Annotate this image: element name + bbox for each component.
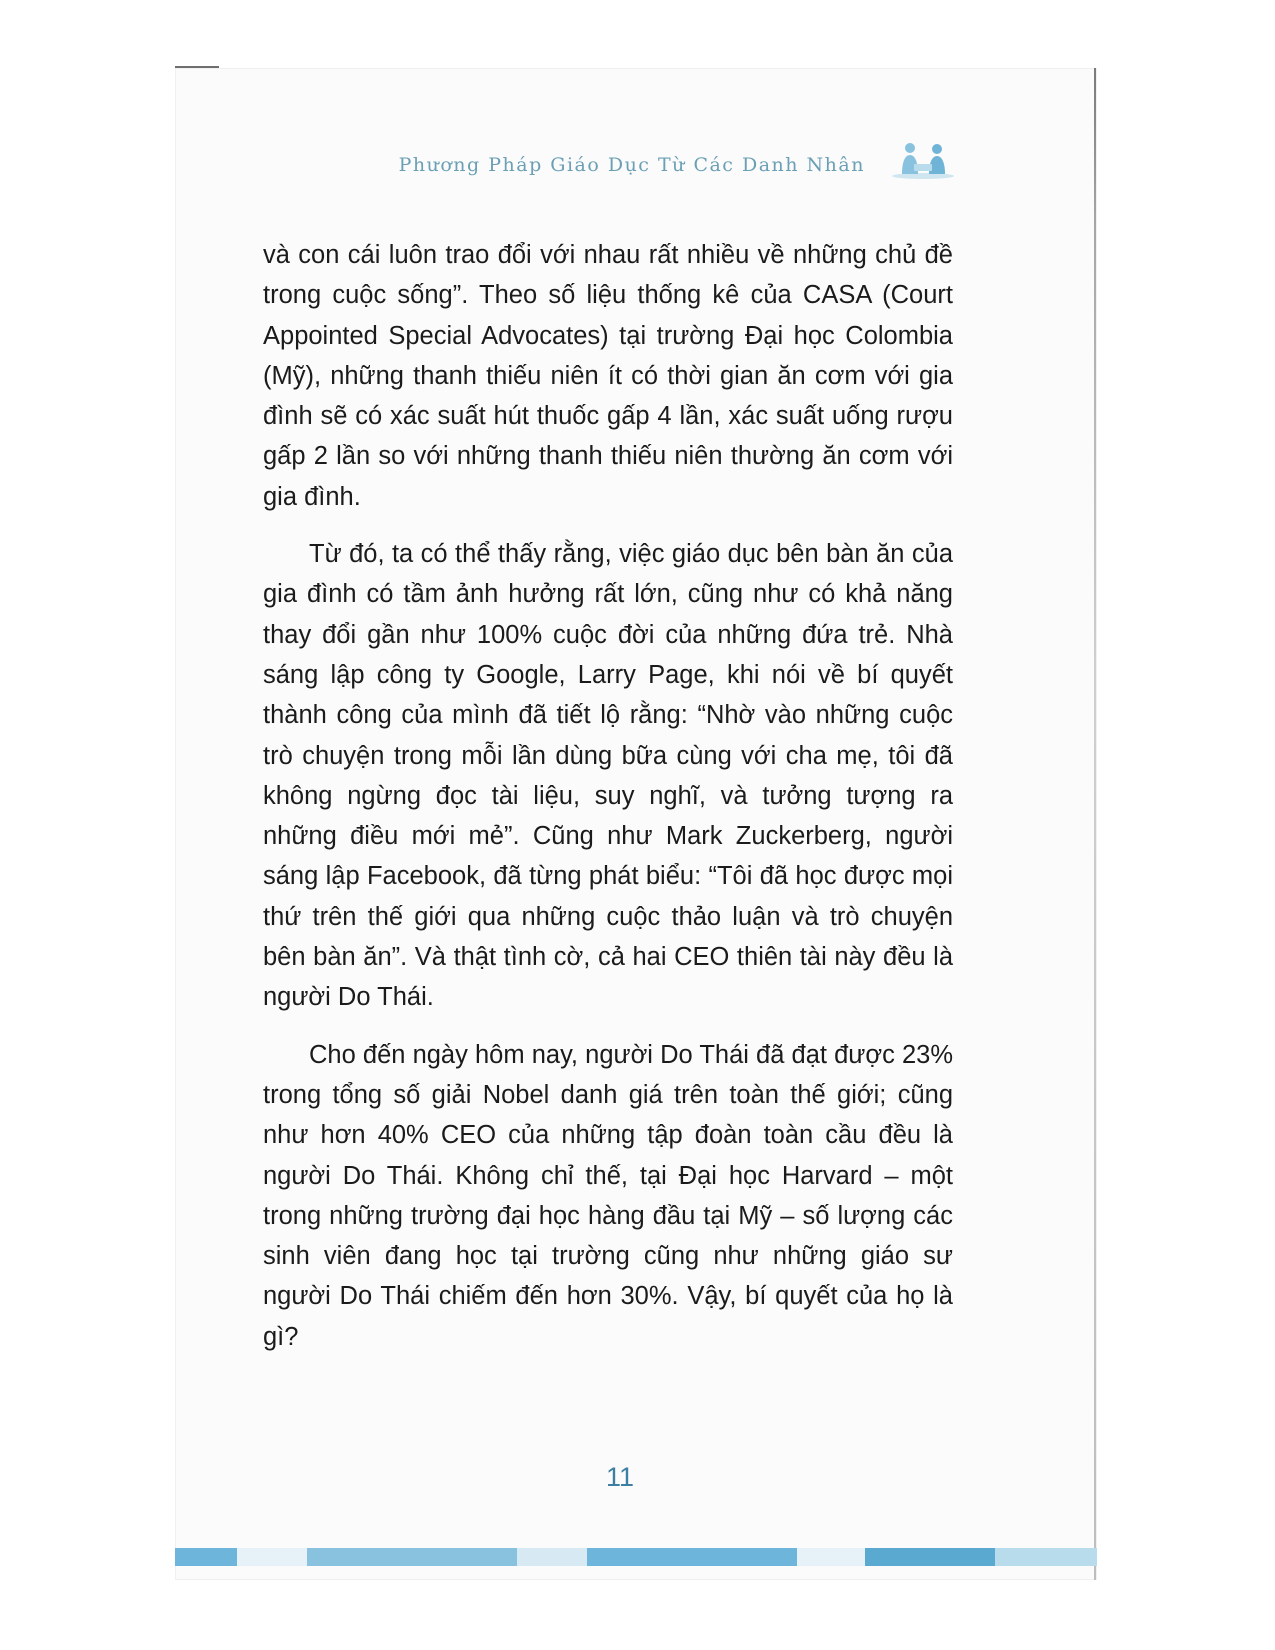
- footer-bar-segment: [865, 1548, 995, 1566]
- body-text: [263, 235, 953, 1374]
- footer-bar-segment: [517, 1548, 587, 1566]
- paragraph-1: và con cái luôn trao đổi với nhau rất nhiều về những chủ đề trong cuộc sống”. Theo số liệu thống kê của CASA (Court Appointed Special Advocates) tại trường Đại học Colombia (Mỹ), những thanh thiếu niên ít có thời gian ăn cơm với gia đình sẽ có xác suất hút thuốc gấp 4 lần, xác suất uống rượu gấp 2 lần so với những thanh thiếu niên thường ăn cơm với gia đình.: [263, 241, 953, 511]
- two-figures-reading-icon: [890, 140, 956, 180]
- footer-bar-segment: [307, 1548, 517, 1566]
- footer-bar-segment: [995, 1548, 1097, 1566]
- running-header-title: Phương Pháp Giáo Dục Từ Các Danh Nhân: [398, 154, 865, 176]
- paragraph-3: Cho đến ngày hôm nay, người Do Thái đã đạt được 23% trong tổng số giải Nobel danh giá trên toàn thế giới; cũng như hơn 40% CEO của những tập đoàn toàn cầu đều là người Do Thái. Không chỉ thế, tại Đại học Harvard – một trong những trường đại học hàng đầu tại Mỹ – số lượng các sinh viên đang học tại trường cũng như những giáo sư người Do Thái chiếm đến hơn 30%. Vậy, bí quyết của họ là gì?: [263, 1040, 953, 1351]
- page-spine-edge: [1094, 68, 1096, 1580]
- page-number: 11: [605, 1462, 635, 1492]
- footer-bar-segment: [237, 1548, 307, 1566]
- footer-bar-segment: [175, 1548, 237, 1566]
- footer-bar-segment: [797, 1548, 865, 1566]
- paragraph-2: Từ đó, ta có thể thấy rằng, việc giáo dục bên bàn ăn của gia đình có tầm ảnh hưởng rất lớn, cũng như có khả năng thay đổi gần như 100% cuộc đời của những đứa trẻ. Nhà sáng lập công ty Google, Larry Page, khi nói về bí quyết thành công của mình đã tiết lộ rằng: “Nhờ vào những cuộc trò chuyện trong mỗi lần dùng bữa cùng với cha mẹ, tôi đã không ngừng đọc tài liệu, suy nghĩ, và tưởng tượng ra những điều mới mẻ”. Cũng như Mark Zuckerberg, người sáng lập Facebook, đã từng phát biểu: “Tôi đã học được mọi thứ trên thế giới qua những cuộc thảo luận và trò chuyện bên bàn ăn”. Và thật tình cờ, cả hai CEO thiên tài này đều là người Do Thái.: [263, 540, 953, 1012]
- footer-decorative-bar: [175, 1548, 1097, 1566]
- footer-bar-segment: [587, 1548, 797, 1566]
